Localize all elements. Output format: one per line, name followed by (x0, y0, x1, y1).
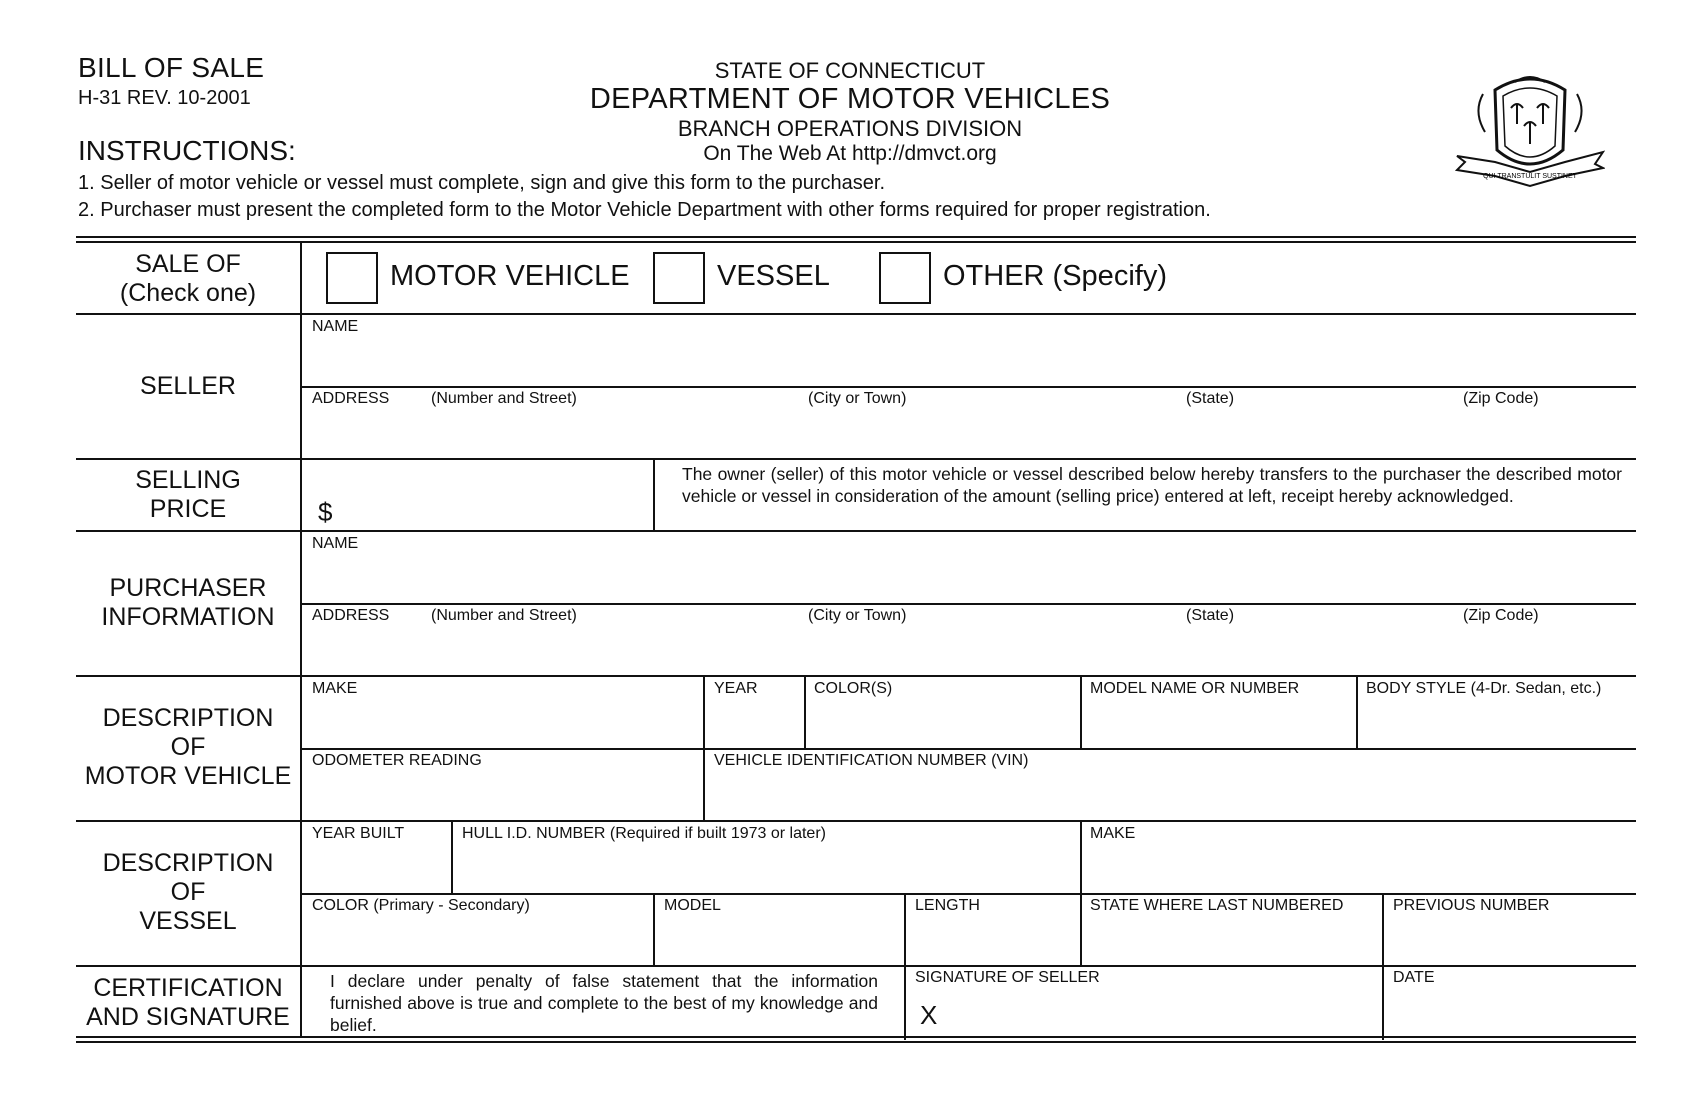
certification-label (76, 974, 300, 1032)
state-title: STATE OF CONNECTICUT (714, 58, 986, 83)
date-label: DATE (1393, 969, 1435, 986)
vessel-color-label: COLOR (Primary - Secondary) (312, 897, 530, 914)
purchaser-label-line1: PURCHASER (109, 574, 267, 602)
instructions-heading: INSTRUCTIONS: (78, 135, 296, 166)
declaration-text: I declare under penalty of false statement that the information furnished above is true and complete to the best of my knowledge and belief. (330, 971, 878, 1035)
vehicle-model-label: MODEL NAME OR NUMBER (1090, 680, 1300, 697)
vehicle-year-label: YEAR (714, 680, 758, 697)
vehicle-body-style-label: BODY STYLE (4-Dr. Sedan, etc.) (1366, 680, 1602, 697)
vessel-make-label: MAKE (1090, 825, 1136, 842)
vessel-option-label: VESSEL (717, 260, 830, 292)
website-line: On The Web At http://dmvct.org (703, 142, 997, 165)
state-last-numbered-label: STATE WHERE LAST NUMBERED (1090, 897, 1344, 914)
motor-vehicle-label-line1: DESCRIPTION (102, 704, 274, 732)
purchaser-zip-label: (Zip Code) (1463, 607, 1539, 624)
odometer-label: ODOMETER READING (312, 752, 482, 769)
certification-label-line2: AND SIGNATURE (86, 1003, 290, 1031)
vessel-label-line2: OF (170, 878, 206, 906)
purchaser-address-label: ADDRESS (312, 607, 390, 624)
motor-vehicle-label-line3: MOTOR VEHICLE (84, 762, 292, 790)
sale-of-label-line1: SALE OF (135, 250, 241, 278)
selling-price-label-line2: PRICE (149, 495, 227, 523)
vessel-label-line1: DESCRIPTION (102, 849, 274, 877)
sale-of-label-line2: (Check one) (119, 279, 257, 307)
signature-label: SIGNATURE OF SELLER (915, 969, 1100, 986)
previous-number-label: PREVIOUS NUMBER (1393, 897, 1550, 914)
certification-label-line1: CERTIFICATION (93, 974, 283, 1002)
currency-symbol: $ (318, 497, 333, 527)
svg-text:QUI TRANSTULIT SUSTINET: QUI TRANSTULIT SUSTINET (1483, 173, 1577, 180)
purchaser-label (76, 574, 300, 632)
vessel-label (76, 849, 300, 936)
instruction-2: 2. Purchaser must present the completed form to the Motor Vehicle Department with other forms required for proper registration. (78, 199, 1211, 221)
purchaser-city-label: (City or Town) (808, 607, 907, 624)
motor-vehicle-label (76, 704, 300, 791)
purchaser-name-label: NAME (312, 535, 359, 552)
transfer-statement: The owner (seller) of this motor vehicle or vessel described below hereby transfers to the purchaser the described motor vehicle or vessel in consideration of the amount (selling price) entered at left, receipt hereby acknowledged. (682, 464, 1622, 506)
seller-name-label: NAME (312, 318, 359, 335)
seller-address-label: ADDRESS (312, 390, 390, 407)
signature-mark[interactable]: X (920, 1000, 938, 1030)
sale-of-label (76, 250, 300, 308)
seller-state-label: (State) (1186, 390, 1235, 407)
motor-vehicle-label-line2: OF (170, 733, 206, 761)
vessel-label-line3: VESSEL (139, 907, 237, 935)
selling-price-label (76, 466, 300, 524)
vehicle-make-label: MAKE (312, 680, 358, 697)
motor-vehicle-option-label: MOTOR VEHICLE (390, 260, 630, 292)
year-built-label: YEAR BUILT (312, 825, 405, 842)
purchaser-state-label: (State) (1186, 607, 1235, 624)
seller-label: SELLER (140, 372, 236, 400)
other-checkbox[interactable] (879, 252, 931, 304)
seller-city-label: (City or Town) (808, 390, 907, 407)
seller-street-label: (Number and Street) (431, 390, 577, 407)
vessel-length-label: LENGTH (915, 897, 980, 914)
department-title: DEPARTMENT OF MOTOR VEHICLES (589, 83, 1111, 115)
form-title: BILL OF SALE (78, 52, 265, 83)
connecticut-seal (1455, 72, 1605, 197)
purchaser-label-line2: INFORMATION (101, 603, 275, 631)
division-title: BRANCH OPERATIONS DIVISION (677, 116, 1023, 141)
vessel-checkbox[interactable] (653, 252, 705, 304)
motor-vehicle-checkbox[interactable] (326, 252, 378, 304)
selling-price-label-line1: SELLING (135, 466, 241, 494)
form-revision: H-31 REV. 10-2001 (78, 87, 251, 109)
vin-label: VEHICLE IDENTIFICATION NUMBER (VIN) (714, 752, 1029, 769)
seller-zip-label: (Zip Code) (1463, 390, 1539, 407)
instruction-1: 1. Seller of motor vehicle or vessel must complete, sign and give this form to the purchaser. (78, 172, 886, 194)
other-option-label: OTHER (Specify) (943, 260, 1167, 292)
vehicle-colors-label: COLOR(S) (814, 680, 893, 697)
vessel-model-label: MODEL (664, 897, 721, 914)
hull-id-label: HULL I.D. NUMBER (Required if built 1973 or later) (462, 825, 826, 842)
purchaser-street-label: (Number and Street) (431, 607, 577, 624)
